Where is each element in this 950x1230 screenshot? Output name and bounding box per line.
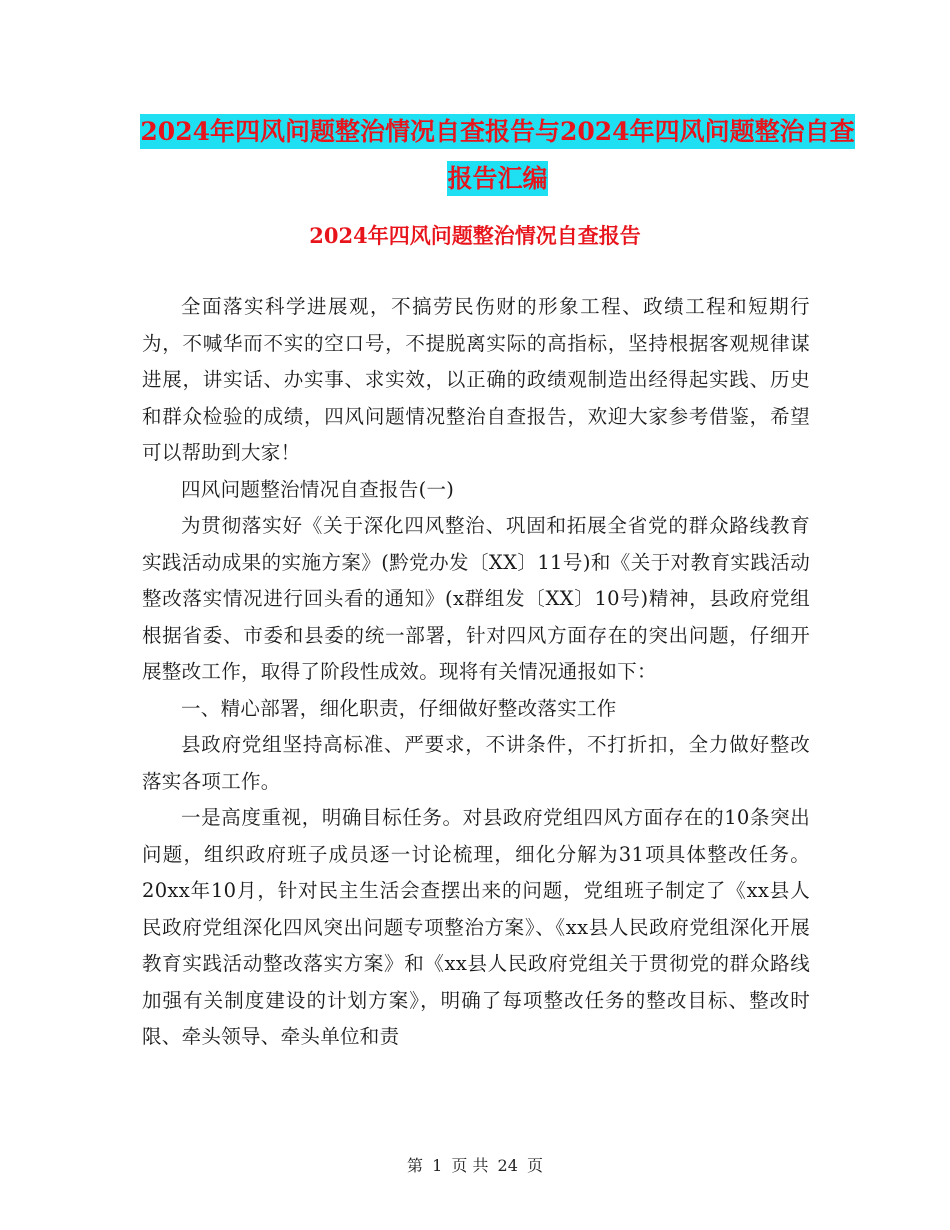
main-title-text: 2024年四风问题整治情况自查报告与2024年四风问题整治自查报告汇编 [140, 114, 854, 196]
paragraph-section-summary: 县政府党组坚持高标准、严要求，不讲条件，不打折扣，全力做好整改落实各项工作。 [142, 733, 810, 793]
page-footer [0, 1154, 950, 1178]
paragraph-section-heading: 一、精心部署，细化职责，仔细做好整改落实工作 [181, 696, 617, 720]
main-title [140, 108, 855, 202]
paragraph-background: 为贯彻落实好《关于深化四风整治、巩固和拓展全省党的群众路线教育实践活动成果的实施方案》(黔党办发〔XX〕11号)和《关于对教育实践活动整改落实情况进行回头看的通知》(x群组发〔XX〕10号)精神，县政府党组根据省委、市委和县委的统一部署，针对四风方面存在的突出问题，仔细开展整改工作，取得了阶段性成效。现将有关情况通报如下： [142, 514, 810, 683]
footer-middle: 页 共 [451, 1156, 489, 1175]
footer-prefix: 第 [406, 1156, 423, 1175]
sub-title: 2024年四风问题整治情况自查报告 [309, 223, 641, 248]
body-text [142, 289, 810, 1056]
footer-current-page: 1 [432, 1156, 443, 1175]
footer-total-pages: 24 [497, 1156, 518, 1175]
footer-suffix: 页 [527, 1156, 544, 1175]
paragraph-report-heading: 四风问题整治情况自查报告(一) [181, 477, 455, 501]
paragraph-point-one: 一是高度重视，明确目标任务。对县政府党组四风方面存在的10条突出问题，组织政府班子成员逐一讨论梳理，细化分解为31项具体整改任务。20xx年10月，针对民主生活会查摆出来的问题，党组班子制定了《xx县人民政府党组深化四风突出问题专项整治方案》、《xx县人民政府党组深化开展教育实践活动整改落实方案》和《xx县人民政府党组关于贯彻党的群众路线加强有关制度建设的计划方案》，明确了每项整改任务的整改目标、整改时限、牵头领导、牵头单位和责 [142, 806, 810, 1048]
paragraph-intro: 全面落实科学进展观，不搞劳民伤财的形象工程、政绩工程和短期行为，不喊华而不实的空口号，不提脱离实际的高指标，坚持根据客观规律谋进展，讲实话、办实事、求实效，以正确的政绩观制造出经得起实践、历史和群众检验的成绩，四风问题情况整治自查报告，欢迎大家参考借鉴，希望可以帮助到大家！ [142, 295, 810, 464]
